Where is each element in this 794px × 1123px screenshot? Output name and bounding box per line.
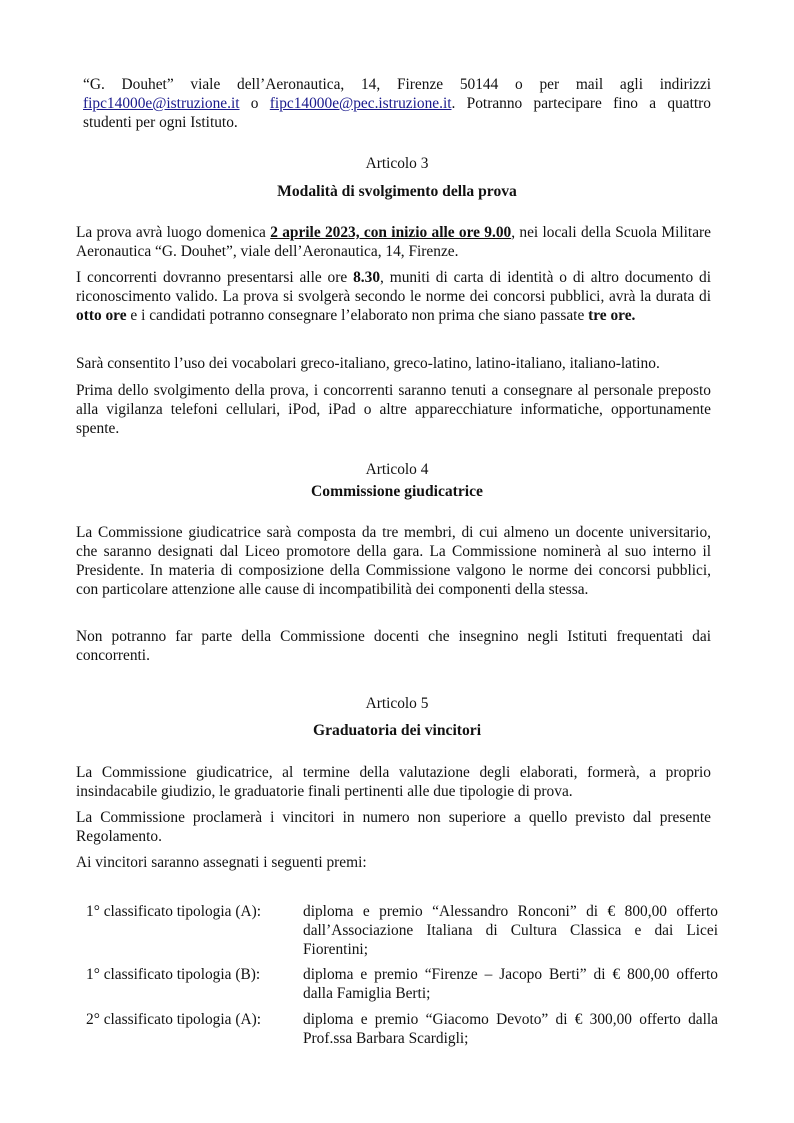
article-4-label: Articolo 4 xyxy=(365,461,429,478)
intro-paragraph xyxy=(83,75,711,132)
article-5-label: Articolo 5 xyxy=(365,695,429,712)
intro-text: “G. Douhet” viale dell’Aeronautica, 14, Firenze 50144 o per mail agli indirizzi xyxy=(83,76,711,93)
intro-text: . Potranno partecipare fino a quattro studenti per ogni Istituto. xyxy=(83,95,711,131)
article-5-paragraph-2: La Commissione proclamerà i vincitori in numero non superiore a quello previsto dal presente Regolamento. xyxy=(76,809,711,845)
prize-rank: 1° classificato tipologia (B): xyxy=(86,966,261,983)
email-link-istruzione[interactable]: fipc14000e@istruzione.it xyxy=(83,95,240,112)
article-3-title: Modalità di svolgimento della prova xyxy=(277,183,517,200)
arrival-time: 8.30 xyxy=(353,269,381,286)
email-link-pec[interactable]: fipc14000e@pec.istruzione.it xyxy=(269,95,452,112)
min-time: tre ore. xyxy=(588,307,636,324)
duration: otto ore xyxy=(76,307,127,324)
article-3-paragraph-3: Sarà consentito l’uso dei vocabolari greco-italiano, greco-latino, latino-italiano, italiano-latino. xyxy=(76,355,660,372)
intro-text: o xyxy=(239,95,270,112)
text: , muniti di carta di identità o di altro documento di riconoscimento valido. La prova si svolgerà secondo le norme dei concorsi pubblici, avrà la durata di xyxy=(76,269,711,305)
article-5-paragraph-3: Ai vincitori saranno assegnati i seguenti premi: xyxy=(76,854,367,871)
article-4-paragraph-2: Non potranno far parte della Commissione docenti che insegnino negli Istituti frequentati dai concorrenti. xyxy=(76,628,711,664)
text: I concorrenti dovranno presentarsi alle ore xyxy=(76,269,354,286)
prize-description: diploma e premio “Firenze – Jacopo Berti” di € 800,00 offerto dalla Famiglia Berti; xyxy=(303,966,718,1002)
prize-rank: 2° classificato tipologia (A): xyxy=(86,1011,261,1028)
text: e i candidati potranno consegnare l’elaborato non prima che siano passate xyxy=(126,307,589,324)
article-5-paragraph-1: La Commissione giudicatrice, al termine della valutazione degli elaborati, formerà, a proprio insindacabile giudizio, le graduatorie finali pertinenti alle due tipologie di prova. xyxy=(76,764,711,800)
article-3-paragraph-4: Prima dello svolgimento della prova, i concorrenti saranno tenuti a consegnare al personale preposto alla vigilanza telefoni cellulari, iPod, iPad o altre apparecchiature informatiche, opportunamente spente. xyxy=(76,382,711,437)
article-3-label: Articolo 3 xyxy=(365,155,429,172)
exam-date: 2 aprile 2023, con inizio alle ore 9.00 xyxy=(270,224,512,241)
article-4-paragraph-1: La Commissione giudicatrice sarà composta da tre membri, di cui almeno un docente universitario, che saranno designati dal Liceo promotore della gara. La Commissione nominerà al suo interno il Presidente. In materia di composizione della Commissione valgono le norme dei concorsi pubblici, con particolare attenzione alle cause di incompatibilità dei componenti della stessa. xyxy=(76,524,711,598)
article-4-title: Commissione giudicatrice xyxy=(311,483,483,500)
article-5-title: Graduatoria dei vincitori xyxy=(312,722,482,739)
article-3-paragraph-1 xyxy=(76,223,711,261)
prize-rank: 1° classificato tipologia (A): xyxy=(86,903,261,920)
article-3-paragraph-2 xyxy=(76,268,711,325)
prize-description: diploma e premio “Alessandro Ronconi” di € 800,00 offerto dall’Associazione Italiana di Cultura Classica e dai Licei Fiorentini; xyxy=(303,903,718,958)
prize-description: diploma e premio “Giacomo Devoto” di € 300,00 offerto dalla Prof.ssa Barbara Scardigli; xyxy=(303,1011,718,1047)
text: , nei locali della Scuola Militare Aeronautica “G. Douhet”, viale dell’Aeronautica, 14, Firenze. xyxy=(76,224,711,260)
text: La prova avrà luogo domenica xyxy=(76,224,271,241)
